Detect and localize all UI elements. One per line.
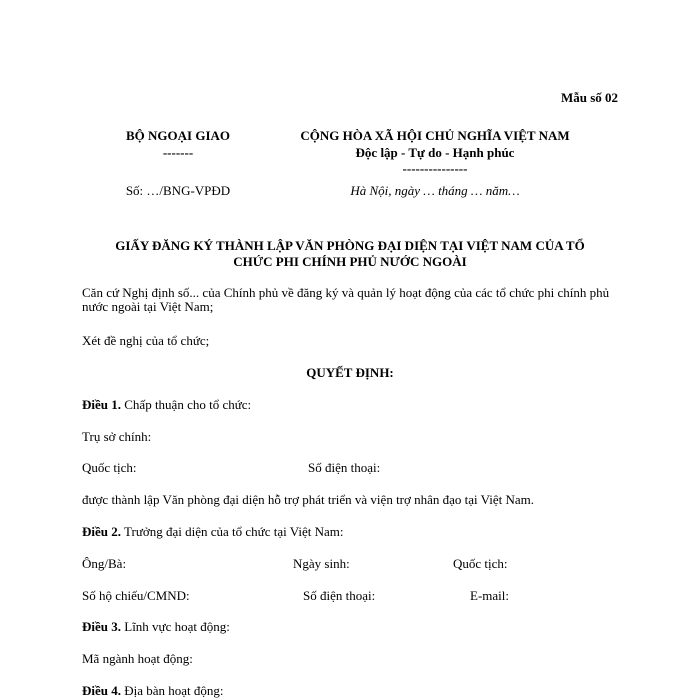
article-2-label: Điều 2. [82, 524, 121, 539]
organization-phone-label: Số điện thoại: [308, 460, 381, 475]
passport-label: Số hộ chiếu/CMND: [82, 588, 190, 603]
decision-heading: QUYẾT ĐỊNH: [306, 365, 394, 380]
article-1-text: Chấp thuận cho tổ chức: [121, 397, 252, 412]
organization-nationality-label: Quốc tịch: [82, 460, 137, 475]
representative-email-label: E-mail: [470, 588, 509, 603]
article-4 [82, 683, 224, 699]
article-2 [82, 524, 344, 540]
article-3-label: Điều 3. [82, 619, 121, 634]
article-2-text: Trưởng đại diện của tổ chức tại Việt Nam: [121, 524, 344, 539]
article-3 [82, 619, 230, 635]
date-line: Hà Nội, ngày … tháng … năm… [350, 183, 520, 198]
article-4-label: Điều 4. [82, 683, 121, 698]
representative-name-label: Ông/Bà: [82, 556, 127, 571]
establishment-statement: được thành lập Văn phòng đại diện hỗ trợ phát triển và viện trợ nhân đạo tại Việt Nam. [82, 492, 535, 507]
ministry-separator: ------- [162, 145, 194, 160]
form-number: Mẫu số 02 [560, 90, 618, 105]
document-number: Số: …/BNG-VPĐD [125, 183, 231, 198]
article-4-text: Địa bàn hoạt động: [121, 683, 224, 698]
representative-nationality-label: Quốc tịch: [453, 556, 508, 571]
representative-dob-label: Ngày sinh: [293, 556, 350, 571]
representative-phone-label: Số điện thoại: [303, 588, 376, 603]
headquarters-label: Trụ sở chính: [82, 429, 152, 444]
document-title-line-1: GIẤY ĐĂNG KÝ THÀNH LẬP VĂN PHÒNG ĐẠI DIỆN TẠI VIỆT NAM CỦA TỔ [115, 238, 585, 253]
legal-basis: Căn cứ Nghị định số... của Chính phủ về đăng ký và quản lý hoạt động của các tổ chức phi chính phủ nước ngoài tại Việt Nam; [82, 285, 610, 314]
country-name: CỘNG HÒA XÃ HỘI CHỦ NGHĨA VIỆT NAM [300, 128, 570, 143]
sector-code-label: Mã ngành hoạt động: [82, 651, 193, 666]
national-motto: Độc lập - Tự do - Hạnh phúc [355, 145, 515, 160]
article-3-text: Lĩnh vực hoạt động: [121, 619, 230, 634]
motto-separator: --------------- [402, 161, 468, 176]
ministry-name: BỘ NGOẠI GIAO [125, 128, 230, 143]
document-title-line-2: CHỨC PHI CHÍNH PHỦ NƯỚC NGOÀI [233, 254, 467, 269]
proposal-line: Xét đề nghị của tổ chức; [82, 333, 210, 348]
article-1 [82, 397, 251, 413]
article-1-label: Điều 1. [82, 397, 121, 412]
